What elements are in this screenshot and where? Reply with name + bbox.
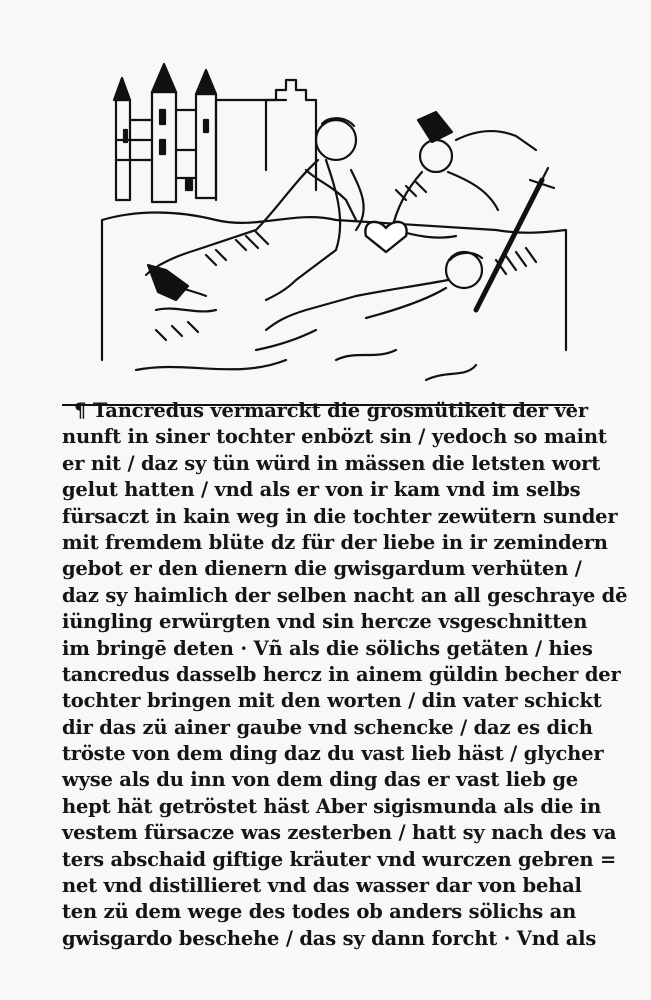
text-line-21: gwisgardo beschehe / das sy dann forcht · Vnd als <box>62 926 597 950</box>
text-line-13: dir das zü ainer gaube vnd schencke / daz es dich <box>62 715 593 739</box>
text-line-8: daz sy haimlich der selben nacht an all geschraye dē <box>62 583 628 607</box>
text-line-6: mit fremdem blüte dz für der liebe in ir zemindern <box>62 530 608 554</box>
text-line-5: fürsaczt in kain weg in die tochter zewütern sunder <box>62 504 618 528</box>
text-line-20: ten zü dem wege des todes ob anders sölichs an <box>62 900 577 924</box>
paragraph-mark: ¶ <box>74 399 87 422</box>
text-line-12: tochter bringen mit den worten / din vater schickt <box>62 689 602 713</box>
text-block <box>62 398 628 952</box>
text-line-18: ters abschaid giftige kräuter vnd wurczen gebren = <box>62 847 617 871</box>
text-line-2: nunft in siner tochter enbözt sin / yedoch so maint <box>62 425 607 449</box>
woodcut-tancredus-heart-scene-icon <box>96 60 576 390</box>
text-line-9: iüngling erwürgten vnd sin hercze vsgeschnitten <box>62 610 588 634</box>
text-line-11: tancredus dasselb hercz in ainem güldin becher der <box>62 662 621 686</box>
text-line-10: im bringē deten · Vñ als die sölichs getäten / hies <box>62 636 593 660</box>
text-line-14: tröste von dem ding daz du vast lieb häst / glycher <box>62 742 604 766</box>
text-line-1-content: Tancredus vermarckt die grosmütikeit der ver <box>92 399 588 422</box>
text-line-3: er nit / daz sy tün würd in mässen die letsten wort <box>62 451 601 475</box>
text-line-15: wyse als du inn von dem ding das er vast lieb ge <box>62 768 578 792</box>
text-line-4: gelut hatten / vnd als er von ir kam vnd im selbs <box>62 478 581 502</box>
woodcut-illustration <box>96 60 576 390</box>
text-line-16: hept hät getröstet häst Aber sigismunda als die in <box>62 794 602 818</box>
text-line-1 <box>62 398 588 424</box>
text-line-17: vestem fürsacze was zesterben / hatt sy nach des va <box>62 821 617 845</box>
text-line-19: net vnd distillieret vnd das wasser dar von behal <box>62 874 582 898</box>
text-line-7: gebot er den dienern die gwisgardum verhüten / <box>62 557 582 581</box>
